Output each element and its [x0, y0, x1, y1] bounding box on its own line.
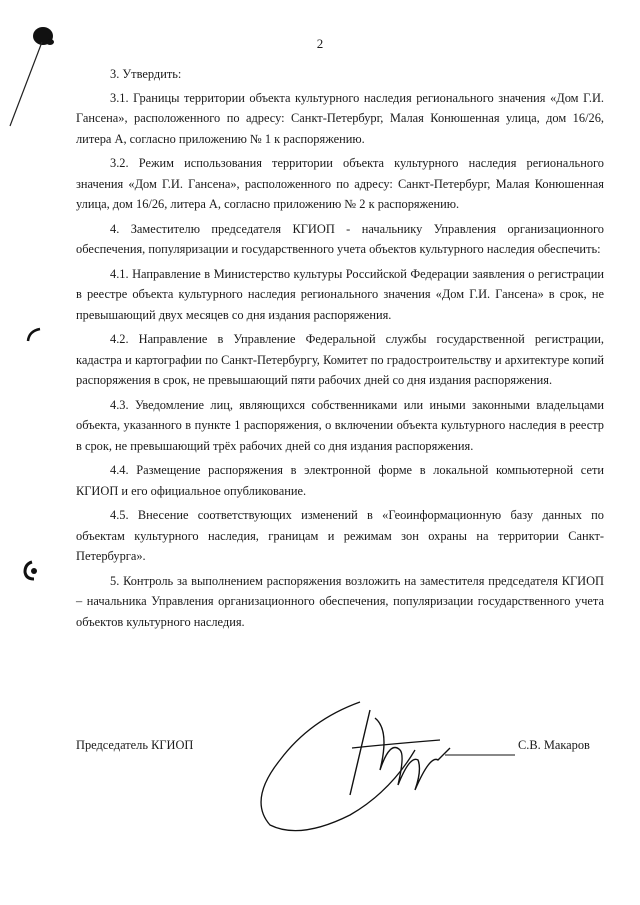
paragraph-5: 5. Контроль за выполнением распоряжения возложить на заместителя председателя КГИОП – начальника Управления организационного обеспечения, популяризации государственного учета объектов культурного наследия. [76, 573, 604, 629]
paragraph-4: 4. Заместителю председателя КГИОП - начальнику Управления организационного обеспечения, популяризации и государственного учета объектов культурного наследия обеспечить: [76, 221, 604, 256]
page-number: 2 [316, 36, 324, 51]
paragraph-3-1: 3.1. Границы территории объекта культурного наследия регионального значения «Дом Г.И. Гансена», расположенного по адресу: Санкт-Петербург, Малая Конюшенная улица, дом 16/26, литера А, согласно приложению № 1 к распоряжению. [76, 90, 604, 146]
paragraph-4-2: 4.2. Направление в Управление Федеральной службы государственной регистрации, кадастра и картографии по Санкт-Петербургу, Комитет по градостроительству и архитектуре копий распоряжения в срок, не превышающий пяти рабочих дней со дня издания распоряжения. [76, 332, 604, 387]
scan-stain-mark [0, 18, 70, 128]
paragraph-3-2: 3.2. Режим использования территории объекта культурного наследия регионального значения «Дом Г.И. Гансена», расположенного по адресу: Санкт-Петербург, Малая Конюшенная улица, дом 16/26, литера А, согласно приложению № 2 к распоряжению. [76, 156, 604, 211]
scan-bracket-mark [24, 326, 44, 346]
signatory-title: Председатель КГИОП [76, 738, 194, 752]
paragraph-4-3: 4.3. Уведомление лиц, являющихся собственниками или иными законными владельцами объекта, указанного в пункте 1 распоряжения, о включении объекта культурного наследия в реестр в срок, не превышающий трёх рабочих дней со дня издания распоряжения. [76, 397, 604, 453]
paragraph-4-4: 4.4. Размещение распоряжения в электронной форме в локальной компьютерной сети КГИОП и его официальное опубликование. [76, 463, 604, 498]
handwritten-signature [240, 700, 520, 840]
paragraph-4-5: 4.5. Внесение соответствующих изменений в «Геоинформационную базу данных по объектам культурного наследия, границам и режимам зон охраны на территории Санкт-Петербурга». [76, 508, 604, 563]
paragraph-3: 3. Утвердить: [110, 67, 182, 81]
signer-name: С.В. Макаров [518, 738, 590, 752]
scan-hole-mark [22, 560, 42, 582]
document-body [76, 64, 604, 636]
paragraph-4-1: 4.1. Направление в Министерство культуры Российской Федерации заявления о регистрации в реестре объекта культурного наследия регионального значения «Дом Г.И. Гансена» в срок, не превышающий двух месяцев со дня издания распоряжения. [76, 266, 604, 322]
